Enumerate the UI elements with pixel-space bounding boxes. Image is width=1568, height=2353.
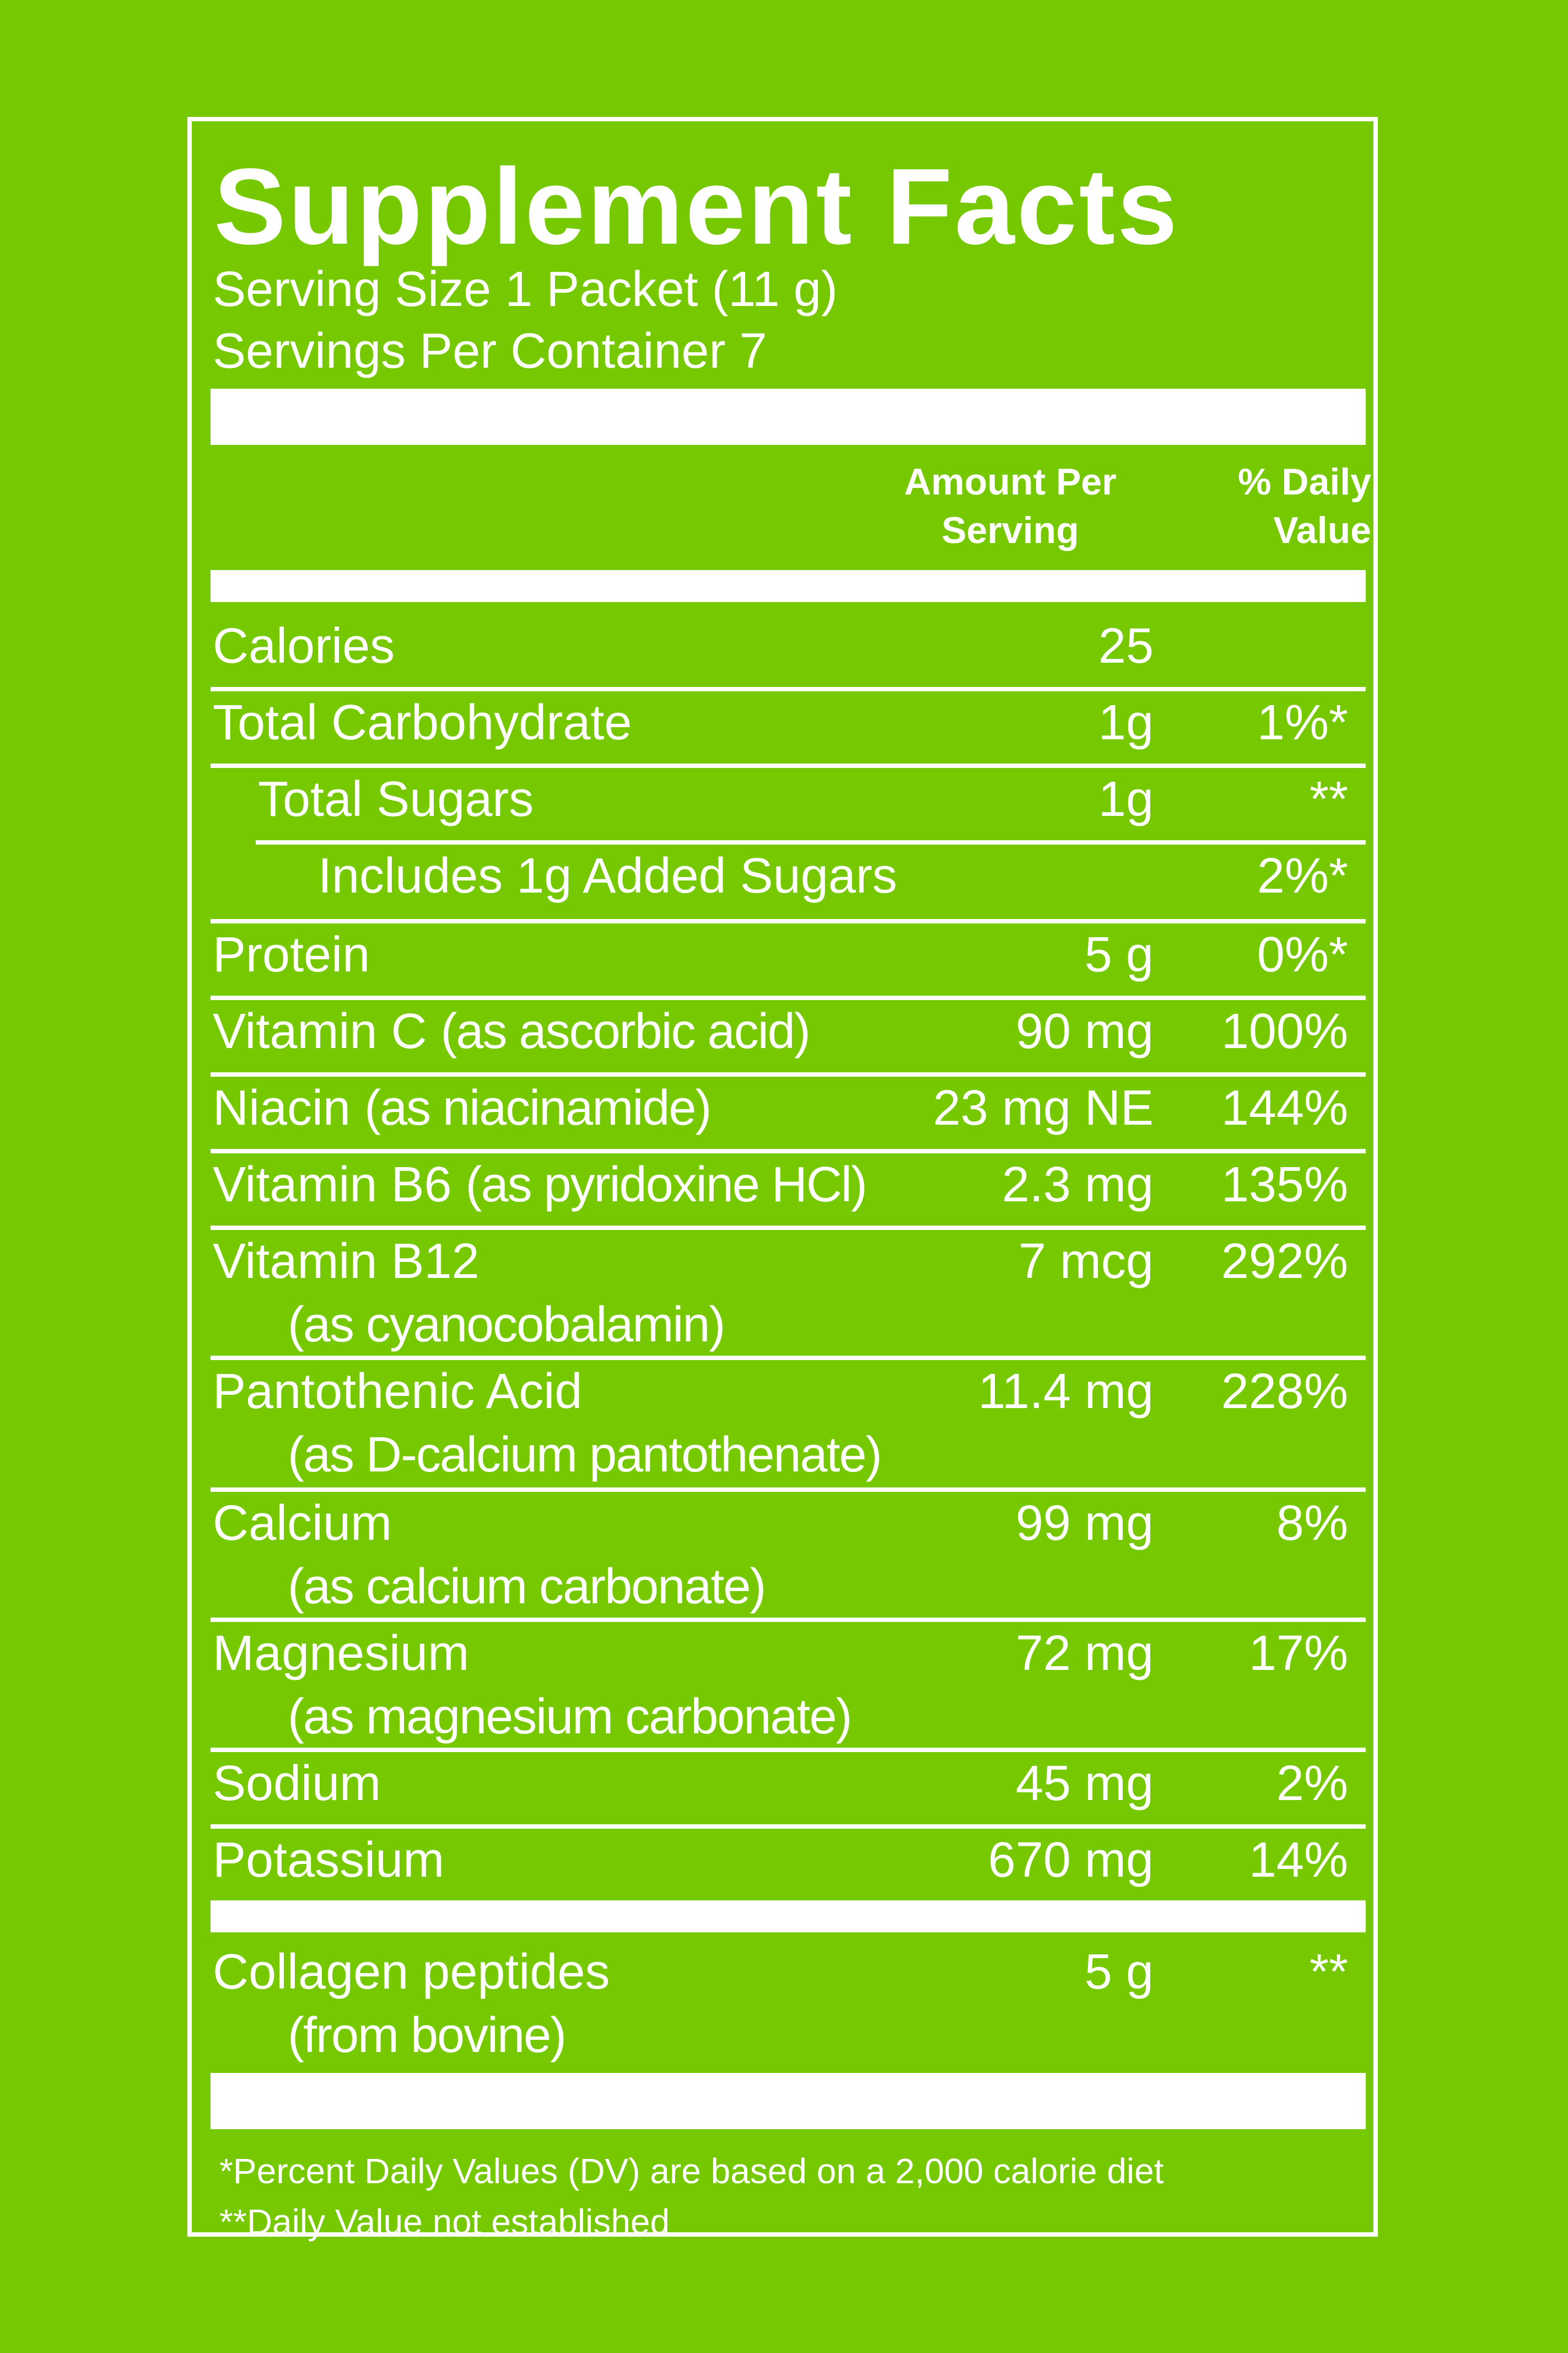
nutrient-row — [211, 615, 1366, 691]
nutrient-source: (from bovine) — [288, 2008, 566, 2063]
footnote-daily-values: *Percent Daily Values (DV) are based on a 2,000 calorie diet — [219, 2151, 1164, 2191]
nutrient-row — [211, 1492, 1366, 1622]
nutrient-amount: 99 mg — [1015, 1496, 1154, 1551]
nutrient-source: (as D-calcium pantothenate) — [288, 1427, 881, 1482]
nutrient-row — [211, 1360, 1366, 1492]
nutrient-row — [211, 1829, 1366, 1900]
nutrient-qualifier: (as ascorbic acid) — [440, 1004, 810, 1059]
nutrient-amount: 25 — [1098, 619, 1154, 674]
nutrient-source: (as calcium carbonate) — [288, 1559, 766, 1614]
nutrient-label: Vitamin C — [213, 1004, 427, 1059]
nutrient-row — [211, 1000, 1366, 1077]
nutrient-source: (as cyanocobalamin) — [288, 1297, 725, 1352]
nutrient-dv: 2% — [1276, 1756, 1348, 1811]
nutrient-label: Vitamin B6 — [213, 1157, 452, 1212]
nutrient-name: Collagen peptides — [213, 1944, 610, 2000]
nutrient-dv: 2%* — [1257, 848, 1348, 904]
nutrient-row — [256, 768, 1366, 845]
nutrient-dv: 228% — [1221, 1364, 1348, 1419]
nutrient-name — [213, 1001, 810, 1062]
thick-divider-bottom — [211, 2073, 1366, 2129]
nutrient-row — [211, 1230, 1366, 1360]
nutrient-dv: 292% — [1221, 1234, 1348, 1289]
nutrient-name: Calcium — [213, 1496, 392, 1551]
nutrient-row — [211, 1752, 1366, 1829]
nutrient-dv: 135% — [1221, 1157, 1348, 1212]
nutrient-amount: 23 mg NE — [933, 1081, 1154, 1136]
daily-value-header — [1162, 458, 1371, 555]
nutrient-dv: ** — [1309, 772, 1348, 827]
servings-per-container: Servings Per Container 7 — [213, 324, 767, 379]
nutrient-dv: 100% — [1221, 1004, 1348, 1059]
nutrient-name: Includes 1g Added Sugars — [318, 848, 897, 904]
nutrient-amount: 670 mg — [988, 1833, 1154, 1888]
nutrient-row — [211, 845, 1366, 923]
nutrient-row — [211, 691, 1366, 768]
dv-header-line2: Value — [1273, 509, 1371, 551]
thick-divider-top — [211, 389, 1366, 445]
nutrient-dv: 17% — [1248, 1626, 1348, 1681]
nutrient-name: Magnesium — [213, 1626, 470, 1681]
nutrient-dv: 1%* — [1257, 695, 1348, 750]
nutrient-name: Total Sugars — [258, 772, 534, 827]
nutrient-amount: 5 g — [1084, 1944, 1154, 2000]
nutrient-amount: 11.4 mg — [978, 1364, 1154, 1419]
nutrient-label: Niacin — [213, 1081, 351, 1136]
nutrient-row — [211, 1153, 1366, 1230]
nutrient-row — [211, 1622, 1366, 1752]
thick-divider-lower — [211, 1900, 1366, 1932]
nutrient-amount: 72 mg — [1015, 1626, 1154, 1681]
nutrient-row — [211, 923, 1366, 1000]
panel-title: Supplement Facts — [214, 146, 1180, 267]
nutrient-name: Vitamin B12 — [213, 1234, 479, 1289]
nutrient-amount: 5 g — [1084, 927, 1154, 982]
amount-header-line2: Serving — [941, 509, 1079, 551]
nutrient-name: Pantothenic Acid — [213, 1364, 583, 1419]
nutrient-amount: 2.3 mg — [1001, 1157, 1154, 1212]
nutrient-name: Potassium — [213, 1833, 445, 1888]
nutrient-dv: 8% — [1276, 1496, 1348, 1551]
nutrient-qualifier: (as pyridoxine HCl) — [465, 1157, 866, 1212]
footnote-not-established: **Daily Value not established — [219, 2202, 670, 2242]
nutrient-amount: 90 mg — [1015, 1004, 1154, 1059]
nutrient-amount: 45 mg — [1015, 1756, 1154, 1811]
nutrient-name: Calories — [213, 619, 395, 674]
nutrient-amount: 1g — [1098, 695, 1154, 750]
nutrient-name: Protein — [213, 927, 370, 982]
serving-size: Serving Size 1 Packet (11 g) — [213, 262, 838, 317]
amount-per-serving-header — [895, 458, 1126, 555]
nutrient-name — [213, 1154, 866, 1215]
nutrient-dv: 14% — [1248, 1833, 1348, 1888]
supplement-facts-panel — [187, 117, 1378, 2242]
dv-header-line1: % Daily — [1238, 461, 1371, 503]
nutrient-row — [211, 1941, 1366, 2070]
nutrient-amount: 7 mcg — [1018, 1234, 1154, 1289]
nutrient-name — [213, 1078, 710, 1138]
nutrient-name: Total Carbohydrate — [213, 695, 632, 750]
nutrient-dv: 0%* — [1257, 927, 1348, 982]
nutrient-dv: 144% — [1221, 1081, 1348, 1136]
nutrient-amount: 1g — [1098, 772, 1154, 827]
nutrient-row — [211, 1077, 1366, 1153]
nutrient-dv: ** — [1309, 1944, 1348, 2000]
amount-header-line1: Amount Per — [904, 461, 1117, 503]
thick-divider-header — [211, 570, 1366, 602]
nutrient-name: Sodium — [213, 1756, 381, 1811]
nutrient-qualifier: (as niacinamide) — [364, 1081, 711, 1136]
nutrient-source: (as magnesium carbonate) — [288, 1689, 852, 1744]
